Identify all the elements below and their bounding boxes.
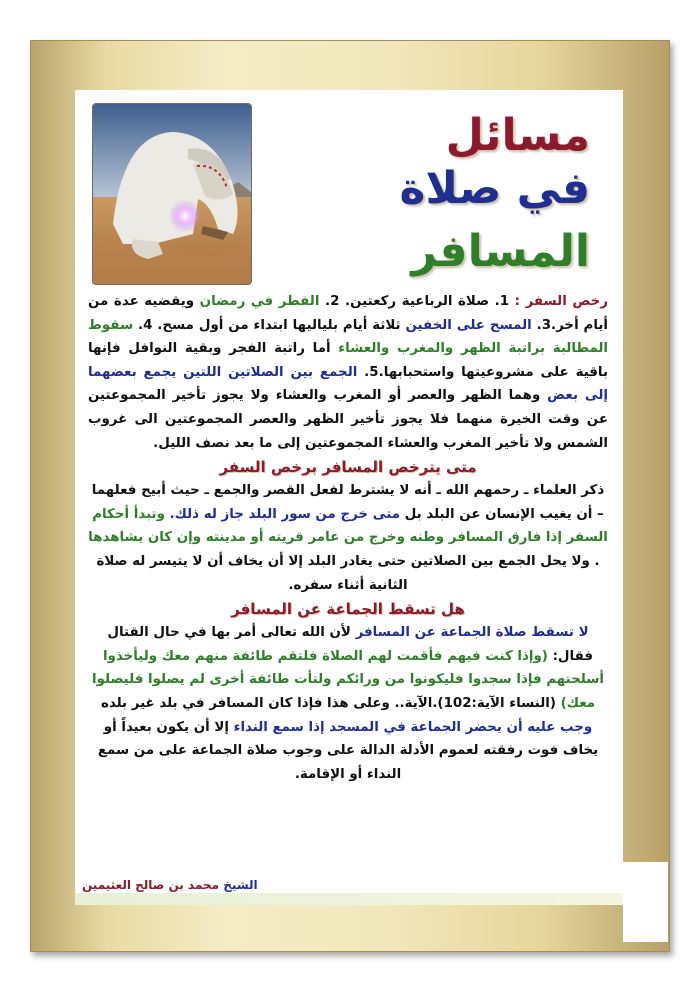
text-run: ذكر العلماء ـ رحمهم الله ـ أنه لا يشترط لفعل القصر والجمع ـ حيث أبيح فعلهما – أن يغيب الإنسان عن البلد بل [91,483,605,522]
section-congregation [88,621,608,786]
author-signature [82,878,258,892]
margin-block [623,862,668,942]
title-line-2: في صلاة [399,163,590,214]
signature-name: محمد بن صالح العثيمين [82,878,220,892]
article-body [88,290,608,786]
text-run: (النساء الآية:102).الآية.. وعلى هذا فإذا كان المسافر في بلد غير بلده [100,695,561,711]
prostrating-man-icon [93,104,251,284]
signature-prefix: الشيخ [223,878,258,892]
prostrating-man-photo [92,103,252,285]
highlight-blue: المسح على الخفين [405,317,532,333]
text-run: 1. صلاة الرباعية ركعتين. 2. [319,294,515,309]
quran-verse: (وإذا كنت فيهم فأقمت لهم الصلاة فلتقم طائفة منهم معك وليأخذوا أسلحتهم فإذا سجدوا فليكونوا من ورائكم ولتأت طائفة أخرى لم يصلوا فليصلوا معك) [92,648,604,711]
highlight-green: سقوط المطالبة براتبة الظهر والمغرب والعشاء [88,317,608,357]
text-run: أما راتبة الفجر وبقية النوافل فإنها باقية على مشروعيتها واستحبابها.5. [88,341,608,380]
text-run: إلا أن يكون بعيداً أو يخاف فوت رفقته لعموم الأدلة الدالة على وجوب صلاة الجماعة على من سمع النداء أو الإقامة. [97,719,599,782]
footer-strip [75,893,623,905]
highlight-blue: متى خرج من سور البلد جاز له ذلك. [169,506,401,522]
highlight-blue: لا تسقط صلاة الجماعة عن المسافر [355,625,589,641]
text-run: وهما الظهر والعصر أو المغرب والعشاء ولا يجوز تأخير المجموعتين عن وقت الخيرة منهما فلا يجوز تأخير الظهر والعصر المجموعتين الى غروب الشمس ولا تأخير المغرب والعشاء المجموعتين إلى ما بعد نصف الليل. [88,388,608,451]
section-when-travel [88,479,608,597]
highlight-green: الفطر في رمضان [199,294,320,309]
section-heading: متى يترخص المسافر برخص السفر [219,458,477,477]
text-run: ويقضيه عدة من أيام أخر.3. [88,294,609,333]
title-line-1: مسائل [445,110,590,161]
text-run: . ولا يحل الجمع بين الصلاتين حتى يغادر البلد إلا أن يخاف أن لا يتيسر له صلاة الثانية أثناء سفره. [96,553,600,593]
text-run: لأن الله تعالى أمر بها في حال القتال فقال: [107,625,593,664]
title-line-3: المسافر [411,226,590,277]
highlight-blue: وجب عليه أن يحضر الجماعة في المسجد إذا سمع النداء [233,719,593,735]
text-run: ثلاثة أيام بلياليها ابتداء من أول مسح. 4. [133,317,406,333]
section-heading: هل تسقط الجماعة عن المسافر [231,600,465,619]
highlight-green: وتبدأ أحكام السفر إذا فارق المسافر وطنه وخرج من عامر قريته أو مدينته وإن كان يشاهدها [88,506,608,546]
section-travel-concessions [88,290,608,455]
section-label: رخص السفر : [514,294,608,309]
highlight-blue: الجمع بين الصلاتين اللتين يجمع بعضهما إلى بعض [88,364,608,404]
